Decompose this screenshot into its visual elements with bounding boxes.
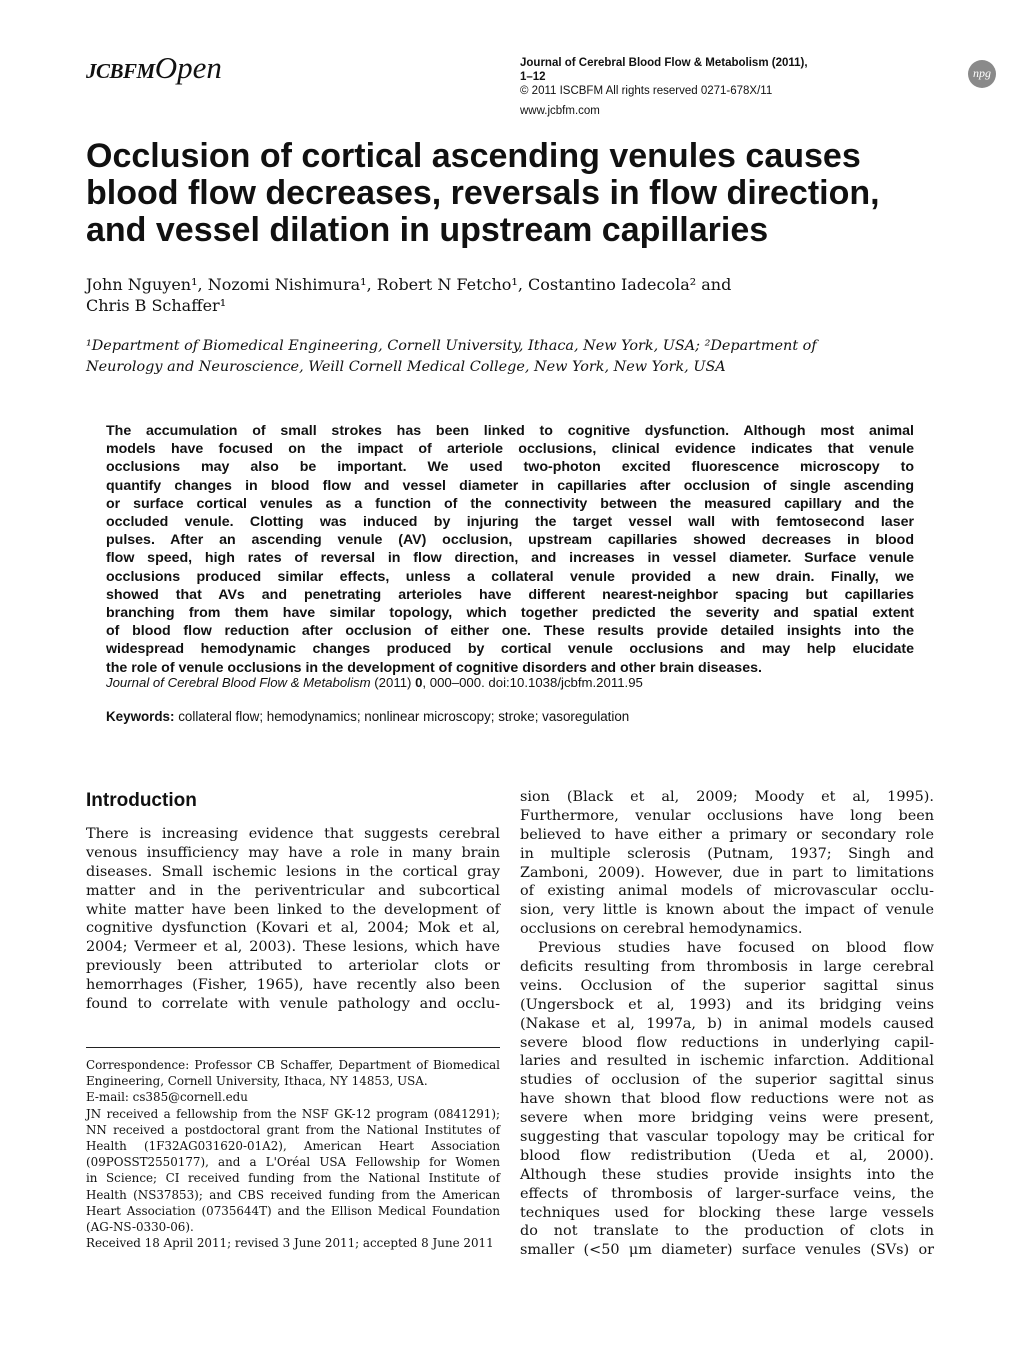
- journal-citation-line: Journal of Cerebral Blood Flow & Metabolism (2011), 1–12: [520, 57, 808, 83]
- journal-logo: [86, 50, 222, 90]
- body-line: diseases. Small ischemic lesions in the cortical gray: [86, 863, 500, 880]
- body-line: white matter have been linked to the development of: [86, 901, 500, 918]
- abstract-citation: [106, 674, 914, 692]
- body-line: Zamboni, 2009). However, due in part to limitations: [520, 864, 934, 881]
- author-line: John Nguyen¹, Nozomi Nishimura¹, Robert N Fetcho¹, Costantino Iadecola² and: [86, 275, 732, 294]
- title-line: Occlusion of cortical ascending venules causes: [86, 137, 861, 175]
- section-heading-introduction: Introduction: [86, 790, 197, 811]
- abstract-line: widespread hemodynamic changes produced by cortical venule occlusions and may help elucidate: [106, 641, 914, 658]
- body-line: deficits resulting from thrombosis in large cerebral: [520, 959, 934, 976]
- copyright-line: © 2011 ISCBFM All rights reserved 0271-678X/11: [520, 85, 773, 97]
- paper-title: [86, 138, 946, 249]
- abstract-line: branching from them have similar topology, which together predicted the severity and spatial extent: [106, 605, 914, 622]
- body-line: Furthermore, venular occlusions have long been: [520, 807, 934, 824]
- abstract-line: flow speed, high rates of reversal in flow direction, and increases in vessel diameter. Surface venule: [106, 550, 914, 567]
- npg-logo-text: npg: [973, 66, 991, 80]
- body-line: (Ungersbock et al, 1993) and its bridging veins: [520, 996, 934, 1013]
- logo-jcbfm-text: JCBFM: [86, 59, 155, 83]
- footnote-line: Health (1F32AG031620-01A2), American Heart Association: [86, 1139, 500, 1154]
- abstract-line: quantify changes in blood flow and vessel diameter in capillaries after occlusion of single ascending: [106, 477, 914, 494]
- footnote-line: (09POSST2550177), and a L'Oréal USA Fellowship for Women: [86, 1155, 500, 1170]
- body-line: have shown that blood flow reductions were not as: [520, 1091, 934, 1108]
- footnote-line: in Science; CI received funding from the National Institute of: [86, 1171, 500, 1186]
- citation-rest: , 000–000. doi:10.1038/jcbfm.2011.95: [422, 675, 643, 690]
- abstract-line: the role of venule occlusions in the development of cognitive disorders and other brain diseases.: [106, 659, 762, 676]
- body-line: cognitive dysfunction (Kovari et al, 2004; Mok et al,: [86, 920, 500, 937]
- abstract-line: pulses. After an ascending venule (AV) occlusion, upstream capillaries showed decreases in blood: [106, 532, 914, 549]
- keywords: [106, 709, 914, 724]
- logo-open-text: Open: [154, 50, 222, 85]
- body-line: 2004; Vermeer et al, 2003). These lesions, which have: [86, 939, 500, 956]
- body-line: blood flow redistribution (Ueda et al, 2000).: [520, 1147, 934, 1164]
- left-column-text: [86, 825, 500, 1014]
- body-line: laries and resulted in ischemic infarction. Additional: [520, 1053, 934, 1070]
- right-column-text: [520, 788, 934, 1260]
- body-line: in multiple sclerosis (Putnam, 1937; Singh and: [520, 845, 934, 862]
- journal-url: www.jcbfm.com: [520, 105, 600, 117]
- citation-journal: Journal of Cerebral Blood Flow & Metabolism: [106, 675, 371, 690]
- affiliation-line: Neurology and Neuroscience, Weill Cornell Medical College, New York, New York, USA: [86, 359, 726, 375]
- body-line: suggesting that vascular topology may be critical for: [520, 1129, 934, 1146]
- body-line: found to correlate with venule pathology and occlu-: [86, 996, 500, 1013]
- abstract: [106, 422, 914, 677]
- title-line: blood flow decreases, reversals in flow direction,: [86, 174, 880, 212]
- footnotes: [86, 1057, 500, 1251]
- footnote-line: Received 18 April 2011; revised 3 June 2011; accepted 8 June 2011: [86, 1236, 494, 1251]
- abstract-line: occluded venule. Clotting was induced by injuring the target vessel wall with femtosecond laser: [106, 514, 914, 531]
- body-line: do not translate to the production of clots in: [520, 1223, 934, 1240]
- abstract-line: The accumulation of small strokes has been linked to cognitive dysfunction. Although most animal: [106, 423, 914, 439]
- npg-logo-icon: [968, 60, 996, 88]
- author-list: [86, 274, 946, 316]
- body-line: There is increasing evidence that suggests cerebral: [86, 826, 500, 842]
- keywords-text: collateral flow; hemodynamics; nonlinear microscopy; stroke; vasoregulation: [178, 709, 630, 724]
- body-line: severe when more bridging veins were present,: [520, 1110, 934, 1127]
- abstract-line: of blood flow reduction after occlusion of either one. These results provide detailed insights into the: [106, 623, 914, 640]
- body-line: previously been attributed to arteriolar clots or: [86, 958, 500, 975]
- journal-header-info: [520, 56, 820, 118]
- abstract-line: occlusions may also be important. We used two-photon excited fluorescence microscopy to: [106, 459, 914, 476]
- body-line: believed to have either a primary or secondary role: [520, 826, 934, 843]
- footnote-divider: [86, 1047, 500, 1048]
- abstract-line: occlusions produced similar effects, unless a collateral venule provided a new drain. Finally, we: [106, 568, 914, 585]
- body-line: venous insufficiency may have a role in many brain: [86, 844, 500, 861]
- body-line: matter and in the periventricular and subcortical: [86, 882, 500, 899]
- body-line: effects of thrombosis of larger-surface veins, the: [520, 1185, 934, 1202]
- abstract-line: models have focused on the impact of arteriole occlusions, clinical evidence indicates that venule: [106, 441, 914, 458]
- body-line: veins. Occlusion of the superior sagittal sinus: [520, 977, 934, 994]
- abstract-line: or surface cortical venules as a function of the connectivity between the measured capillary and the: [106, 495, 914, 512]
- body-line: (Nakase et al, 1997a, b) in animal models caused: [520, 1015, 934, 1032]
- keywords-label: Keywords:: [106, 709, 175, 724]
- footnote-line: Health (NS37853); and CBS received funding from the American: [86, 1187, 500, 1202]
- citation-year: (2011): [370, 675, 416, 690]
- body-line: severe blood flow reductions in underlying capil-: [520, 1034, 934, 1051]
- title-line: and vessel dilation in upstream capillaries: [86, 211, 769, 249]
- affiliation-line: ¹Department of Biomedical Engineering, Cornell University, Ithaca, New York, USA; ²Department of: [86, 338, 817, 354]
- body-line: sion, very little is known about the impact of venule: [520, 902, 934, 919]
- footnote-line: NN received a postdoctoral grant from the National Institutes of: [86, 1122, 500, 1137]
- footnote-line: E-mail: cs385@cornell.edu: [86, 1090, 248, 1105]
- body-line: hemorrhages (Fisher, 1965), have recently also been: [86, 977, 500, 994]
- footnote-line: JN received a fellowship from the NSF GK-12 program (0841291);: [86, 1106, 500, 1121]
- footnote-line: Engineering, Cornell University, Ithaca, NY 14853, USA.: [86, 1074, 428, 1089]
- footnote-line: Heart Association (0735644T) and the Ellison Medical Foundation: [86, 1203, 500, 1218]
- body-line: occlusions on cerebral hemodynamics.: [520, 921, 803, 938]
- body-line: Although these studies provide insights into the: [520, 1166, 934, 1183]
- body-line: smaller (<50 μm diameter) surface venules (SVs) or: [520, 1242, 934, 1259]
- author-line: Chris B Schaffer¹: [86, 296, 227, 315]
- body-line: techniques used for blocking these large vessels: [520, 1204, 934, 1221]
- footnote-line: (AG-NS-0330-06).: [86, 1220, 194, 1235]
- affiliations: [86, 336, 946, 378]
- body-line: studies of occlusion of the superior sagittal sinus: [520, 1072, 934, 1089]
- abstract-line: showed that AVs and penetrating arterioles have different nearest-neighbor spacing but capillaries: [106, 586, 914, 603]
- footnote-line: Correspondence: Professor CB Schaffer, Department of Biomedical: [86, 1058, 500, 1072]
- body-line: Previous studies have focused on blood flow: [538, 940, 934, 957]
- body-line: sion (Black et al, 2009; Moody et al, 1995).: [520, 789, 934, 805]
- citation-volume: 0: [415, 675, 423, 690]
- body-line: of existing animal models of microvascular occlu-: [520, 883, 934, 900]
